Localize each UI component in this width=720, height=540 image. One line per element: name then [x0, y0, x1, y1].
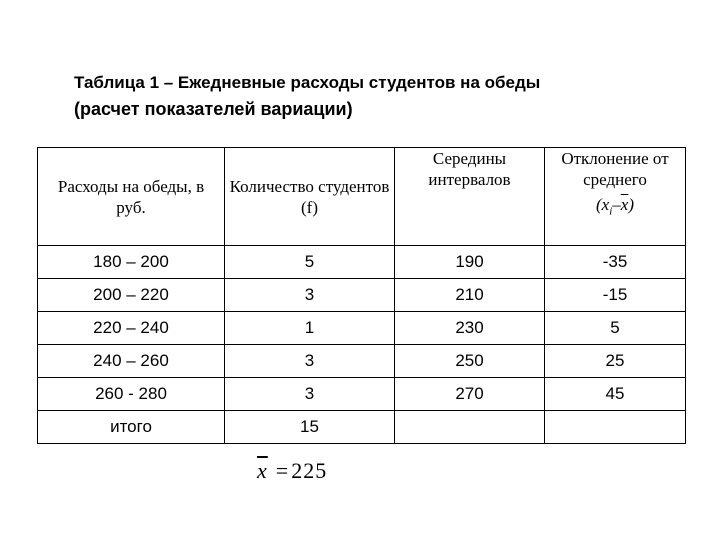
cell-total-label: итого [38, 411, 225, 444]
formula-close-paren: ) [628, 195, 634, 214]
cell-total-midpoint [395, 411, 545, 444]
expenses-table [37, 147, 686, 444]
cell-midpoint: 250 [395, 345, 545, 378]
table-header-row [38, 148, 686, 246]
cell-interval: 200 – 220 [38, 279, 225, 312]
cell-deviation: 25 [545, 345, 686, 378]
mean-symbol: $\overline{x}$ [257, 458, 268, 483]
table-row [38, 246, 686, 279]
cell-total-deviation [545, 411, 686, 444]
cell-midpoint: 230 [395, 312, 545, 345]
formula-minus: – [612, 195, 621, 214]
cell-midpoint: 270 [395, 378, 545, 411]
title-line-1: Таблица 1 – Ежедневные расходы студентов на обеды [74, 73, 541, 92]
cell-count: 3 [225, 378, 395, 411]
table-title [74, 70, 674, 122]
header-students-count: Количество студентов (f) [225, 148, 395, 246]
header-deviation-label: Отклонение от среднего [561, 149, 669, 189]
cell-deviation: 5 [545, 312, 686, 345]
cell-deviation: 45 [545, 378, 686, 411]
formula-subscript-i: i [609, 205, 613, 218]
mean-equals: = [275, 458, 290, 483]
header-expenses: Расходы на обеды, в руб. [38, 148, 225, 246]
cell-interval: 220 – 240 [38, 312, 225, 345]
header-interval-midpoints: Середины интервалов [395, 148, 545, 246]
table-row [38, 312, 686, 345]
cell-deviation: -35 [545, 246, 686, 279]
cell-midpoint: 190 [395, 246, 545, 279]
title-line-2: (расчет показателей вариации) [74, 99, 353, 119]
cell-count: 3 [225, 279, 395, 312]
formula-var-x: x [601, 195, 610, 214]
cell-count: 1 [225, 312, 395, 345]
table-row [38, 279, 686, 312]
table-row [38, 378, 686, 411]
table-row [38, 345, 686, 378]
cell-total-count: 15 [225, 411, 395, 444]
cell-interval: 260 - 280 [38, 378, 225, 411]
cell-interval: 180 – 200 [38, 246, 225, 279]
deviation-formula [596, 194, 634, 222]
cell-count: 5 [225, 246, 395, 279]
cell-count: 3 [225, 345, 395, 378]
formula-open-paren: ( [596, 195, 602, 214]
cell-midpoint: 210 [395, 279, 545, 312]
cell-deviation: -15 [545, 279, 686, 312]
formula-mean-x: $\overline{x}$ [620, 195, 629, 214]
mean-formula [257, 458, 327, 484]
header-deviation [545, 148, 686, 246]
table-total-row [38, 411, 686, 444]
cell-interval: 240 – 260 [38, 345, 225, 378]
mean-value: 225 [291, 458, 328, 483]
